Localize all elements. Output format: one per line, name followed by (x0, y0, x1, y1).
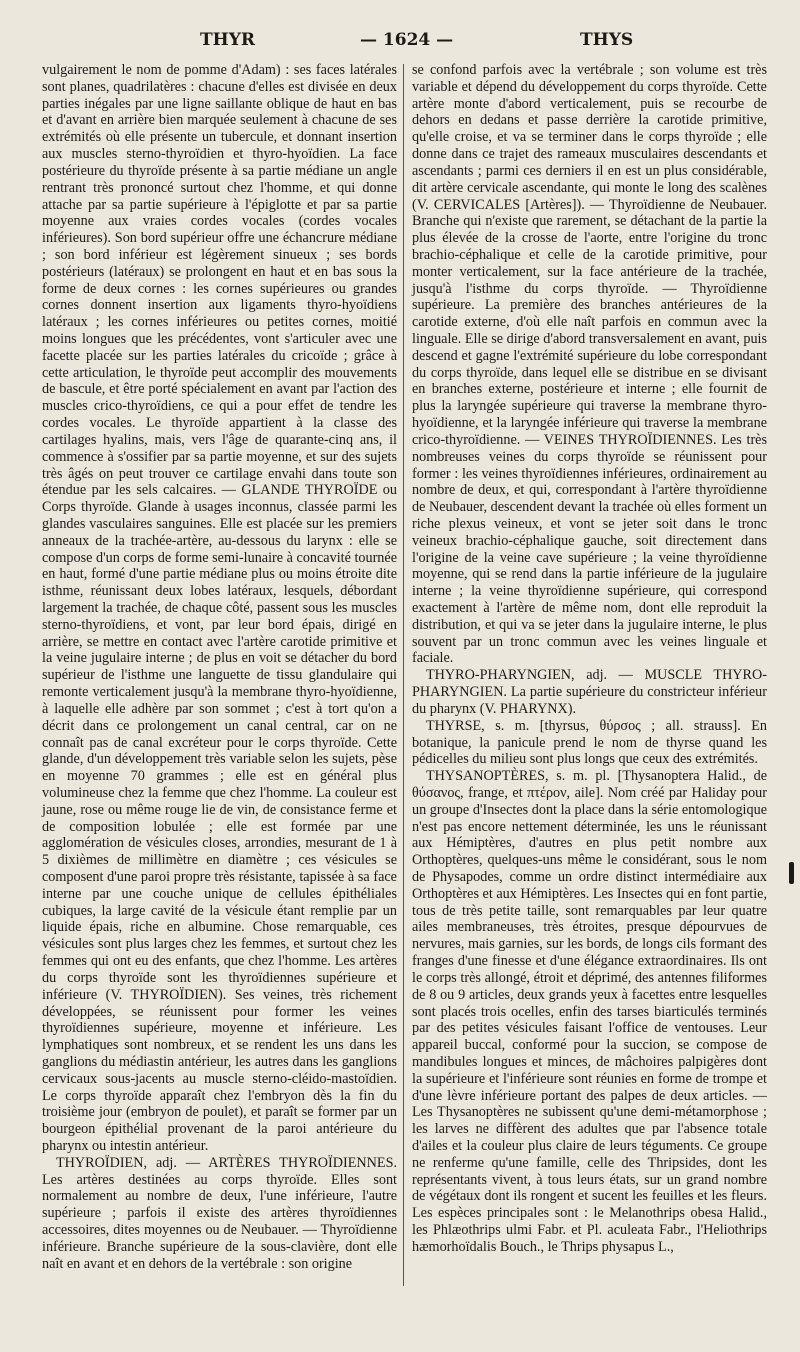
margin-mark (789, 862, 794, 884)
entry-thyroidien: THYROÏDIEN, adj. — ARTÈRES THYROÏDIENNES. Les artères destinées au corps thyroïde. Elles sont normalement au nombre de deux, l'une inférieure, l'autre supérieure ; parfois il existe des artères thyroïdiennes accessoires, dites moyennes ou de Neubauer. — Thyroïdienne inférieure. Branche supérieure de la sous-clavière, dont elle naît en avant et en dehors de la vertébrale : son origine (42, 1154, 397, 1272)
left-column (42, 62, 397, 1273)
column-divider (403, 64, 404, 1286)
header-left-guideword: THYR (200, 30, 255, 50)
entry-thyroidien-continuation: se confond parfois avec la vertébrale ; son volume est très variable et dépend du développement du corps thyroïde. Cette artère monte d'abord verticalement, puis se recourbe de dehors en dedans et passe derrière la carotide primitive, qu'elle croise, et va se terminer dans le corps thyroïde ; elle donne dans ce trajet des rameaux musculaires descendants et ascendants ; parmi ces derniers il en est un plus considérable, dit artère cervicale ascendante, qui monte le long des scalènes (V. CERVICALES [Artères]). — Thyroïdienne de Neubauer. Branche qui n'existe que rarement, se détachant de la partie la plus élevée de la crosse de l'aorte, entre l'origine du tronc brachio-céphalique et celle de la carotide primitive, pour monter verticalement, sur la face antérieure de la trachée, jusqu'à l'isthme du corps thyroïde. — Thyroïdienne supérieure. La première des branches antérieures de la carotide externe, d'où elle naît parfois en commun avec la linguale. Elle se dirige d'abord transversalement en avant, puis descend et gagne l'extrémité supérieure du lobe correspondant du corps thyroïde, dans lequel elle se distribue en se divisant en branches externe, postérieure et interne ; elle fournit de plus la laryngée supérieure qui traverse la membrane thyro-hyoïdienne, et la laryngée inférieure qui traverse la membrane crico-thyroïdienne. — VEINES THYROÏDIENNES. Les très nombreuses veines du corps thyroïde se réunissent pour former : les veines thyroïdiennes inférieures, ordinairement au nombre de deux, et qui, correspondant à l'artère thyroïdienne de Neubauer, descendent devant la trachée où elles forment un riche plexus veineux, et vont se jeter soit dans le tronc veineux brachio-céphalique gauche, soit directement dans l'origine de la veine cave supérieure ; la veine thyroïdienne moyenne, qui se rend dans la partie inférieure de la jugulaire interne ; la veine thyroïdienne supérieure, qui correspond exactement à l'artère de même nom, dont elle reproduit la distribution, et qui va se jeter dans la jugulaire interne, le plus souvent par un tronc commun avec les veines linguale et faciale. (412, 62, 767, 667)
entry-thyroide-continuation: vulgairement le nom de pomme d'Adam) : ses faces latérales sont planes, quadrilatères : chacune d'elles est divisée en deux parties inégales par une ligne saillante oblique de haut en bas et d'avant en arrière bien marquée seulement à chacune de ses extrémités où elle présente un tubercule, et donnant insertion aux muscles sterno-thyroïdien et thyro-hyoïdien. La face postérieure du thyroïde présente à sa partie médiane un angle rentrant très prononcé surtout chez l'homme, et qui donne attache par sa partie supérieure à l'épiglotte et par sa partie moyenne aux vraies cordes vocales (cordes vocales inférieures). Son bord supérieur offre une échancrure médiane ; son bord inférieur est légèrement sinueux ; ses bords postérieurs (latéraux) se prolongent en haut et en bas sous la forme de deux cornes : les cornes supérieures ou grandes cornes donnent insertion aux ligaments thyro-hyoïdiens latéraux ; les cornes inférieures ou petites cornes, moitié moins longues que les précédentes, vont s'articuler avec une facette placée sur les parties latérales du cricoïde ; grâce à cette articulation, le thyroïde peut accomplir des mouvements de bascule, et être porté spécialement en avant par l'action des muscles crico-thyroïdiens, ce qui a pour effet de tendre les cordes vocales. Le thyroïde appartient à la classe des cartilages hyalins, mais, vers l'âge de quarante-cinq ans, il commence à s'ossifier par sa partie moyenne, et sur des sujets très âgés on peut trouver ce cartilage envahi dans toute son étendue par les sels calcaires. — GLANDE THYROÏDE ou Corps thyroïde. Glande à usages inconnus, classée parmi les glandes vasculaires sanguines. Elle est placée sur les premiers anneaux de la trachée-artère, au-dessous du larynx : elle se compose d'un corps de forme semi-lunaire à concavité tournée en haut, formé d'une partie médiane plus ou moins étroite dite isthme, réunissant deux lobes latéraux, lesquels, débordant largement la trachée, de chaque côté, passent sous les muscles sterno-thyroïdiens, et vont, par leur bord épais, dirigé en arrière, se mettre en contact avec l'artère carotide primitive et la veine jugulaire interne ; de plus en voit se détacher du bord supérieur de l'isthme une languette de tissu glandulaire qui remonte verticalement jusqu'à la membrane thyro-hyoïdienne, à laquelle elle adhère par son sommet ; c'est à tort qu'on a décrit dans ce prolongement un canal central, car on ne connaît pas de canal excréteur pour le corps thyroïde. Cette glande, d'un développement très variable selon les sujets, pèse en moyenne 70 grammes ; elle est en général plus volumineuse chez la femme que chez l'homme. La couleur est jaune, rose ou même rouge lie de vin, de consistance ferme et de composition lobulée ; elle est formée par une agglomération de vésicules closes, arrondies, mesurant de 1 à 5 dixièmes de millimètre en diamètre ; ces vésicules se composent d'une paroi propre très résistante, tapissée à sa face interne par une couche unique de cellules épithéliales cubiques, la large cavité de la vésicule étant remplie par un liquide épais, riche en albumine. Chose remarquable, ces vésicules sont plus larges chez les femmes, et surtout chez les femmes qui ont eu des enfants, que chez l'homme. Les artères du corps thyroïde sont les thyroïdiennes supérieure et inférieure (V. THYROÏDIEN). Ses veines, très richement développées, se réunissent pour former les veines thyroïdiennes supérieure, moyenne et inférieure. Les lymphatiques sont nombreux, et se rendent les uns dans les ganglions du médiastin antérieur, les autres dans les ganglions cervicaux sous-jacents au muscle sterno-cléido-mastoïdien. Le corps thyroïde apparaît chez l'embryon dès la fin du troisième jour (embryon de poulet), et paraît se former par un bourgeon épithélial provenant de la paroi antérieure du pharynx ou intestin antérieur. (42, 62, 397, 1154)
entry-thyro-pharyngien: THYRO-PHARYNGIEN, adj. — MUSCLE THYRO-PHARYNGIEN. La partie supérieure du constricteur inférieur du pharynx (V. PHARYNX). (412, 667, 767, 717)
entry-thyrse: THYRSE, s. m. [thyrsus, θύρσος ; all. strauss]. En botanique, la panicule prend le nom de thyrse quand les pédicelles du milieu sont plus longs que ceux des extrémités. (412, 717, 767, 768)
right-column (412, 62, 767, 1256)
entry-thysanopteres: THYSANOPTÈRES, s. m. pl. [Thysanoptera Halid., de θύσανος, frange, et πτέρον, aile]. Nom créé par Haliday pour un groupe d'Insectes dont la place dans la série entomologique n'est pas encore nettement déterminée, les uns le réunissant aux Hémiptères, d'autres en plus petit nombre aux Orthoptères, quelques-uns même le considérant, sous le nom de Physapodes, comme un ordre distinct intermédiaire aux Orthoptères et aux Hémiptères. Les Insectes qui en font partie, tous de très petite taille, sont remarquables par leur quatre ailes membraneuses, très étroites, presque dépourvues de nervures, mais garnies, sur les bords, de longs cils formant des franges d'une finesse et d'une élégance extraordinaires. Ils ont le corps très allongé, étroit et déprimé, des antennes filiformes de 8 ou 9 articles, deux grands yeux à facettes entre lesquelles sont placés trois ocelles, enfin des tarses biarticulés terminés par des petites vésicules faisant l'office de ventouses. Leur appareil buccal, conformé pour la succion, se compose de mandibules longues et minces, de mâchoires palpigères dont la supérieure et l'inférieure sont réunies en forme de trompe et d'une lèvre inférieure portant des palpes de deux articles. — Les Thysanoptères ne subissent qu'une demi-métamorphose ; les larves ne diffèrent des adultes que par l'absence totale d'ailes et la couleur plus claire de leurs téguments. Ce groupe ne renferme qu'une famille, celle des Thripsides, dont les représentants vivent, à tous leurs états, sur un grand nombre de végétaux dont ils rongent et sucent les feuilles et les fleurs. Les espèces principales sont : le Melanothrips obesa Halid., les Phlæothrips ulmi Fabr. et Pl. aculeata Fabr., l'Heliothrips hæmorhoïdalis Bouch., le Thrips physapus L., (412, 768, 768, 1255)
page-number: — 1624 — (360, 30, 454, 50)
header-right-guideword: THYS (580, 30, 634, 50)
running-header (40, 30, 760, 54)
